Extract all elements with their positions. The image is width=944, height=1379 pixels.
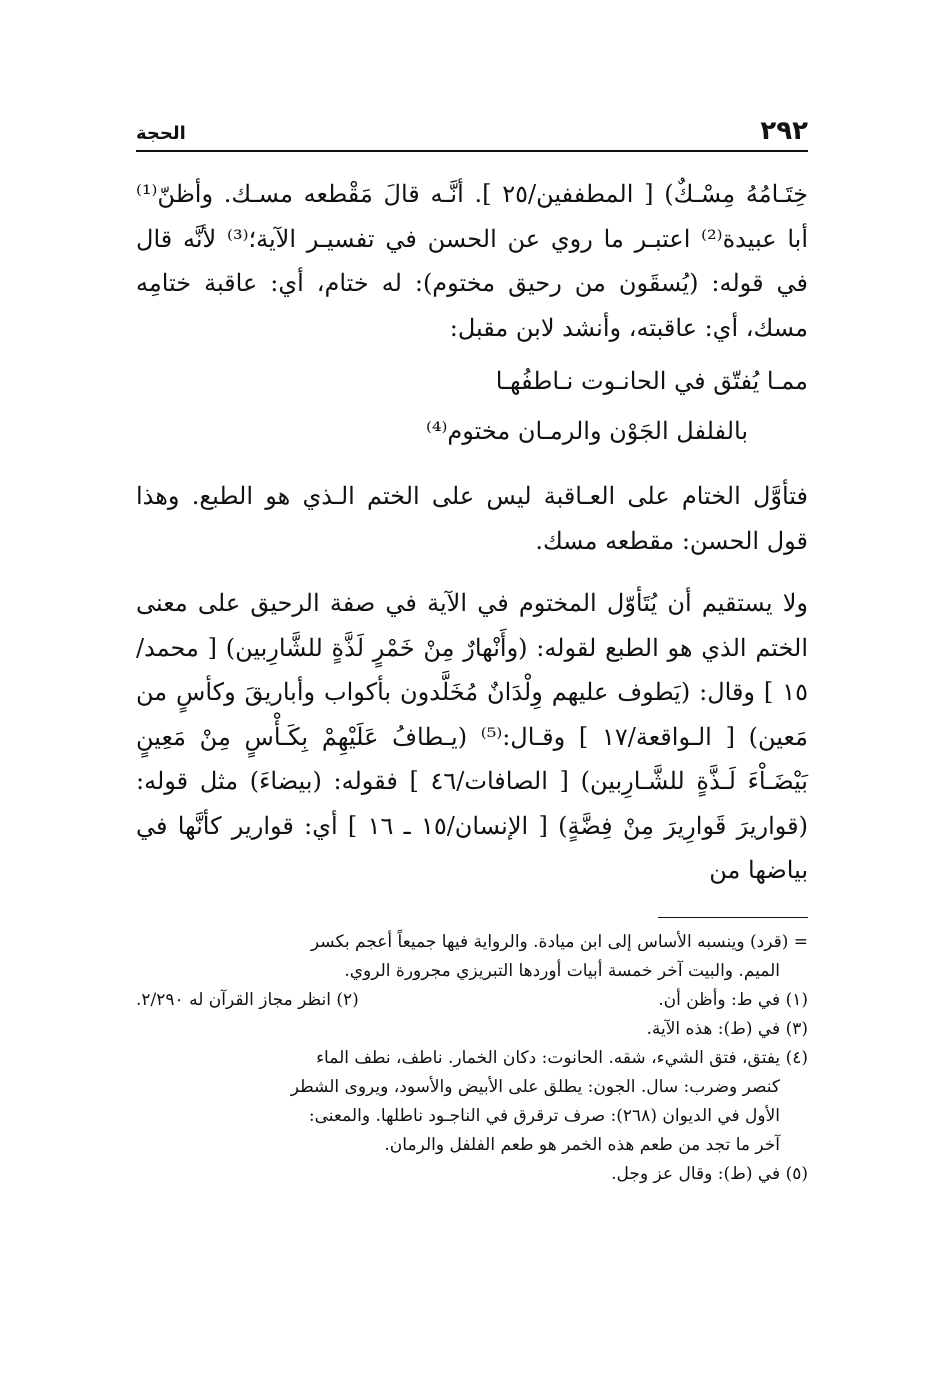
footnote-4-line-4: آخر ما تجد من طعم هذه الخمر هو طعم الفلفل والرمان. — [384, 1134, 780, 1155]
footnote-row-1-2 — [136, 986, 808, 1015]
footnote-continuation-line-1: = (قرد) وينسبه الأساس إلى ابن ميادة. والرواية فيها جميعاً أعجم بكسر — [310, 931, 808, 952]
page-header — [136, 110, 808, 152]
footnote-4-line-1: (٤) يفتق، فتق الشيء، شقه. الحانوت: دكان الخمار. ناطف، نطف الماء — [316, 1047, 808, 1068]
verse-line-1: ممـا يُفتّق في الحانـوت نـاطفُهـا — [495, 367, 808, 395]
footnote-4-line-2: كنصر وضرب: سال. الجون: يطلق على الأبيض والأسود، ويروى الشطر — [290, 1076, 780, 1097]
page-number: ٢٩٢ — [760, 116, 808, 146]
main-text — [136, 172, 808, 893]
footnote-1: (١) في ط: وأظن أن. — [658, 989, 808, 1010]
paragraph-2: فتأوَّل الختام على العـاقبة ليس على الختم الـذي هو الطبع. وهذا قول الحسن: مقطعه مسك. — [136, 482, 808, 555]
footnote-4-line-3: الأول في الديوان (٢٦٨): صرف ترقرق في الناجـود ناطلها. والمعنى: — [308, 1105, 780, 1126]
footnote-2: (٢) انظر مجاز القرآن له ٢/٢٩٠. — [136, 989, 359, 1010]
book-page — [136, 110, 808, 1189]
footnote-3: (٣) في (ط): هذه الآية. — [646, 1018, 808, 1039]
poetry-verse — [136, 356, 808, 456]
footnotes — [136, 928, 808, 1189]
paragraph-3: ولا يستقيم أن يُتَأوّل المختوم في الآية في صفة الرحيق على معنى الختم الذي هو الطبع لقوله: (وأَنْهارٌ مِنْ خَمْرٍ لَذَّةٍ للشَّارِبين) [ محمد/١٥ ] وقال: (يَطوف عليهم وِلْدَانٌ مُخَلَّدون بأكواب وأباريقَ وكأسٍ من مَعين) [ الـواقعة/١٧ ] وقـال:⁽⁵⁾ (يـطافُ عَلَيْهِمْ بِكَـأْسٍ مِنْ مَعِينٍ بَيْضَـاْءَ لَـذَّةٍ للشَّـارِبين) [ الصافات/٤٦ ] فقوله: (بيضاءَ) مثل قوله: (قواريرَ قَوارِيرَ مِنْ فِضَّةٍ) [ الإنسان/١٥ ـ ١٦ ] أي: قوارير كأنَّها في بياضها من — [136, 589, 809, 884]
footnote-5: (٥) في (ط): وقال عز وجل. — [611, 1163, 808, 1184]
verse-line-2: بالفلفل الجَوْن والرمـان مختوم⁽⁴⁾ — [426, 417, 748, 445]
paragraph-1: خِتَـامُهُ مِسْـكٌ) [ المطففين/٢٥ ]. أنَّـه قالَ مَقْطعه مسـك. وأظنّ⁽¹⁾ أبا عبيدة⁽²⁾ اعتبـر ما روي عن الحسن في تفسيـر الآية؛⁽³⁾ لأنَّه قال في قوله: (يُسقَون من رحيق مختوم): له ختام، أي: عاقبة ختامِه مسك، أي: عاقبته، وأنشد لابن مقبل: — [136, 180, 808, 342]
footnote-continuation-line-2: الميم. والبيت آخر خمسة أبيات أوردها التبريزي مجرورة الروي. — [344, 960, 780, 981]
footnote-divider — [658, 917, 808, 918]
running-title: الحجة — [136, 123, 186, 144]
